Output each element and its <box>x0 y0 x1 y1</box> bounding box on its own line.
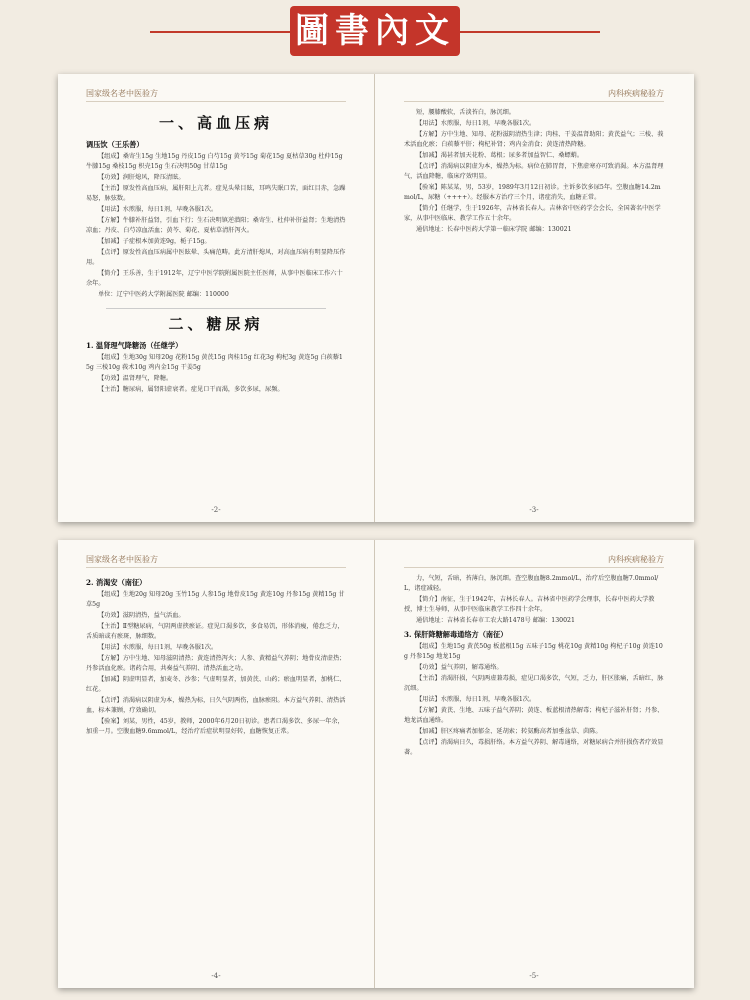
paragraph: 【验案】刘某，男性，45岁，教师，2000年6月20日初诊。患者口渴多饮、多尿一年余，加重一月。空腹血糖9.6mmol/L，经治疗后症状明显好转，血糖恢复正常。 <box>86 718 344 735</box>
paragraph: 【组成】生地30g 知母20g 花粉15g 黄芪15g 肉桂15g 红花3g 枸杞3g 黄连5g 白蒺藜15g 三棱10g 莪术10g 鸡内金15g 干姜5g <box>86 354 343 371</box>
section-heading: 一、高血压病 <box>158 114 273 132</box>
book-page <box>58 540 375 988</box>
paragraph: 【主治】Ⅱ型糖尿病，气阴两虚挟瘀证。症见口渴多饮，多食易饥，形体消瘦，倦怠乏力，舌质暗或有瘀斑，脉细数。 <box>86 623 344 640</box>
header-rule <box>86 101 346 102</box>
paragraph: 通信地址：长春中医药大学第一临床学院 邮编：130021 <box>416 226 572 233</box>
banner-rule-left <box>150 31 290 33</box>
paragraph: 【功效】温肾理气，降糖。 <box>98 375 173 382</box>
page-content <box>86 108 346 500</box>
paragraph: 【组成】生地15g 黄芪50g 板蓝根15g 五味子15g 桃花10g 黄精10g 枸杞子10g 黄连10g 丹参15g 地龙15g <box>404 643 663 660</box>
paragraph: 【加减】子症根本加黄连9g，栀子15g。 <box>98 238 211 245</box>
paragraph: 【加减】阴虚明显者，加麦冬、沙参；气虚明显者，加黄芪、山药；瘀血明显者，加桃仁、红花。 <box>86 676 346 693</box>
page-number: -2- <box>211 506 221 514</box>
header-rule <box>86 567 346 568</box>
paragraph: 【加减】肝区疼痛者加郁金、延胡索；转氨酶高者加垂盆草、茵陈。 <box>416 728 602 735</box>
formula-heading: 调压饮（王乐善） <box>86 140 144 149</box>
formula-heading: 1. 温肾理气降糖汤（任继学） <box>86 341 183 350</box>
paragraph: 【主治】原发性高血压病，属肝阳上亢者。症见头晕目眩，耳鸣失眠口苦，面红目赤，急躁易怒，脉弦数。 <box>86 185 346 202</box>
book-page <box>376 540 692 988</box>
paragraph: 【用法】水煎服，每日1剂，早晚各服1次。 <box>98 644 218 651</box>
paragraph: 【方解】牛膝补肝益肾，引血下行；生石决明镇逆潜阳；桑寄生、杜仲补肝益肾；生地清热凉血；丹皮、白芍凉血活血；黄芩、菊花、夏枯草清肝泻火。 <box>86 217 346 234</box>
page-number: -4- <box>211 972 221 980</box>
paragraph: 力，气短，舌暗，苔薄白，脉沉细。查空腹血糖8.2mmol/L，治疗后空腹血糖7.0mmol/L，诸症减轻。 <box>404 575 659 592</box>
header-rule <box>404 567 664 568</box>
page-number: -3- <box>529 506 539 514</box>
banner-rule-right <box>460 31 600 33</box>
paragraph: 【组成】生地20g 知母20g 玉竹15g 人参15g 地骨皮15g 黄连10g 丹参15g 黄精15g 甘草5g <box>86 591 345 608</box>
paragraph: 【功效】润肝熄风，降压清眩。 <box>98 174 185 181</box>
paragraph: 【方解】方中生地、知母滋阴清热；黄连清热泻火；人参、黄精益气养阴；地骨皮清虚热；丹参活血化瘀。诸药合用，共奏益气养阴、清热活血之功。 <box>86 655 346 672</box>
paragraph: 【简介】任继学，生于1926年，吉林省长春人。吉林省中医药学会会长，全国著名中医学家，从事中医临床、教学工作五十余年。 <box>404 205 661 222</box>
paragraph: 【点评】消渴病以阴虚为本，燥热为标，日久气阴两伤，血脉瘀阻。本方益气养阴、清热活血，标本兼顾，疗效确切。 <box>86 697 346 714</box>
paragraph: 【用法】水煎服，每日1剂，早晚各服1次。 <box>416 696 536 703</box>
running-header: 国家级名老中医验方 <box>86 555 158 564</box>
running-header: 内科疾病秘验方 <box>608 555 664 564</box>
paragraph: 【方解】方中生地、知母、花粉滋阴清热生津；肉桂、干姜温肾助阳；黄芪益气；三棱、莪术活血化瘀；白蒺藜平肝；枸杞补肾；鸡内金消食；黄连清热降糖。 <box>404 131 664 148</box>
paragraph: 【主治】糖尿病，属肾阳虚衰者。症见口干而渴，多饮多尿，尿频。 <box>98 386 284 393</box>
paragraph: 【点评】消渴病日久，毒损肝络。本方益气养阴、解毒通络，对糖尿病合并肝损伤者疗效显著。 <box>404 739 664 756</box>
book-page <box>58 74 375 522</box>
paragraph: 单位：辽宁中医药大学附属医院 邮编：110000 <box>98 291 229 298</box>
page-content <box>404 574 664 966</box>
paragraph: 【功效】益气养阴，解毒通络。 <box>416 664 503 671</box>
paragraph: 【功效】滋阴清热，益气活血。 <box>98 612 185 619</box>
banner-title: 圖書內文 <box>290 6 460 56</box>
paragraph: 【方解】黄芪、生地、五味子益气养阴；黄连、板蓝根清热解毒；枸杞子滋补肝肾；丹参、地龙活血通络。 <box>404 707 664 724</box>
paragraph: 【加减】渴甚者加天花粉、葛根；尿多者加益智仁、桑螵蛸。 <box>416 152 584 159</box>
banner <box>0 0 750 64</box>
book-page <box>376 74 692 522</box>
section-heading: 二、糖尿病 <box>168 315 264 333</box>
book-spread-bottom <box>58 540 694 988</box>
formula-heading: 2. 消渴安（南征） <box>86 578 147 587</box>
paragraph: 短，腰膝酸软，舌淡苔白，脉沉细。 <box>416 109 515 116</box>
paragraph: 【点评】原发性高血压病属中医眩晕、头痛范畴。此方清肝熄风，对高血压病有明显降压作用。 <box>86 249 346 266</box>
paragraph: 【组成】桑寄生15g 生地15g 丹皮15g 白芍15g 黄芩15g 菊花15g 夏枯草30g 杜仲15g 牛膝15g 桑枝15g 枳壳15g 生石决明50g 甘草15g <box>86 153 343 170</box>
page-number: -5- <box>529 972 539 980</box>
running-header: 国家级名老中医验方 <box>86 89 158 98</box>
page-content <box>86 574 346 966</box>
paragraph: 【简介】南征，生于1942年，吉林长春人。吉林省中医药学会理事，长春中医药大学教授，博士生导师，从事中医临床教学工作四十余年。 <box>404 596 655 613</box>
paragraph: 【用法】水煎服，每日1剂，早晚各服1次。 <box>416 120 536 127</box>
paragraph: 【验案】陈某某，男，53岁，1989年3月12日初诊。主诉多饮多尿5年。空腹血糖14.2mmol/L，尿糖（++++）。经服本方治疗三个月，诸症消失，血糖正常。 <box>404 184 661 201</box>
section-divider <box>106 308 326 309</box>
formula-heading: 3. 保肝降糖解毒通络方（南征） <box>404 630 508 639</box>
paragraph: 【主治】消渴肝损，气阴两虚兼毒损，症见口渴多饮，气短，乏力，肝区胀痛，舌暗红，脉沉细。 <box>404 675 664 692</box>
paragraph: 【点评】消渴病以阴虚为本，燥热为标。病位在肺胃肾，下焦虚寒亦可致消渴。本方温肾理气，活血降糖，临床疗效明显。 <box>404 163 664 180</box>
header-rule <box>404 101 664 102</box>
running-header: 内科疾病秘验方 <box>608 89 664 98</box>
paragraph: 通信地址：吉林省长春市工农大路1478号 邮编：130021 <box>416 617 575 624</box>
paragraph: 【简介】王乐善，生于1912年，辽宁中医学院附属医院主任医师，从事中医临床工作六十余年。 <box>86 270 343 287</box>
page-content <box>404 108 664 500</box>
paragraph: 【用法】水煎服，每日1剂，早晚各服1次。 <box>98 206 218 213</box>
book-spread-top <box>58 74 694 522</box>
